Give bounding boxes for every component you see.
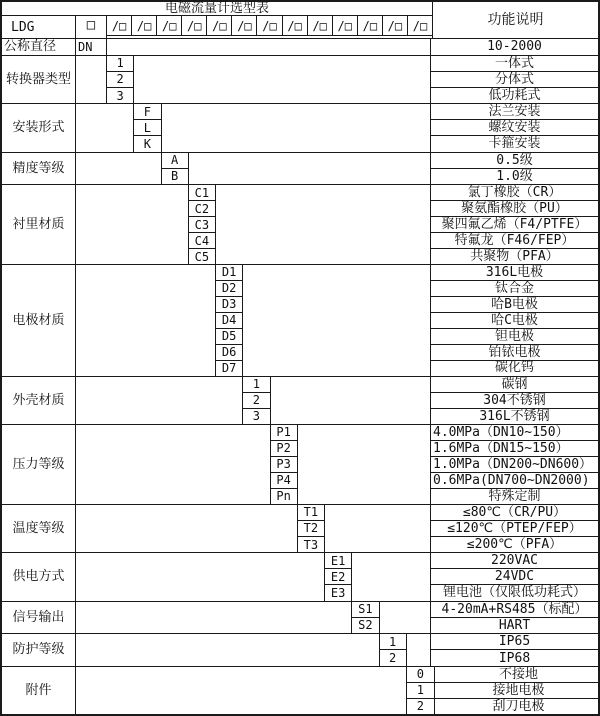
code-cell: D4 <box>216 313 242 329</box>
empty-cell <box>76 425 271 504</box>
empty-cell <box>189 153 430 185</box>
section-label: 衬里材质 <box>2 185 76 264</box>
description-column <box>430 425 598 504</box>
empty-cell <box>76 634 380 666</box>
code-cell: 1 <box>407 683 434 699</box>
empty-cell <box>76 505 298 552</box>
function-column-header: 功能说明 <box>487 12 544 28</box>
model-code-row <box>2 16 432 38</box>
description-cell: 低功耗式 <box>488 88 541 104</box>
code-cell: D2 <box>216 281 242 297</box>
empty-cell <box>76 553 325 600</box>
section-label: 温度等级 <box>2 505 76 552</box>
section-label: 安装形式 <box>2 104 76 151</box>
code-cell: DN <box>78 39 93 54</box>
table-section <box>2 185 598 265</box>
code-cell: P3 <box>271 457 297 473</box>
code-cell: 3 <box>252 409 260 424</box>
code-cell: E2 <box>325 569 351 585</box>
section-label: 转换器类型 <box>2 56 76 103</box>
code-column <box>271 425 298 504</box>
code-cell: C4 <box>189 233 215 249</box>
section-label: 供电方式 <box>2 553 76 600</box>
description-column <box>430 39 598 55</box>
code-cell: D6 <box>216 345 242 361</box>
section-label: 压力等级 <box>2 425 76 504</box>
code-column <box>325 553 352 600</box>
code-cell: B <box>171 169 179 184</box>
code-cell: S1 <box>352 602 378 618</box>
model-code-slot: /□ <box>383 16 408 36</box>
description-column <box>430 185 598 264</box>
model-code-slot: /□ <box>232 16 257 36</box>
description-cell: 316L不锈钢 <box>479 408 550 424</box>
code-cell: T1 <box>298 505 324 521</box>
code-cell: 2 <box>416 699 424 714</box>
code-cell: K <box>143 136 151 151</box>
empty-cell <box>216 185 430 264</box>
code-cell: 1 <box>107 56 133 72</box>
header-left <box>2 2 433 38</box>
code-cell: D1 <box>216 265 242 281</box>
description-cell: 碳化钨 <box>494 360 534 376</box>
description-cell: 铂铱电极 <box>431 345 598 361</box>
code-column <box>134 104 161 151</box>
code-cell: P1 <box>271 425 297 441</box>
description-cell: 4-20mA+RS485（标配） <box>431 602 598 618</box>
description-column <box>434 667 600 714</box>
code-cell: T2 <box>298 521 324 537</box>
description-column <box>430 634 598 666</box>
description-cell: 不接地 <box>435 667 600 683</box>
code-cell: L <box>134 120 160 136</box>
description-cell: IP68 <box>498 650 531 666</box>
code-column <box>107 56 134 103</box>
code-cell: 3 <box>116 88 124 103</box>
empty-cell <box>76 56 107 103</box>
empty-cell <box>271 377 431 424</box>
empty-cell <box>76 667 407 714</box>
description-cell: 聚氨酯橡胶（PU） <box>431 201 598 217</box>
description-cell: 法兰安装 <box>431 104 598 120</box>
code-cell: C2 <box>189 201 215 217</box>
table-section <box>2 667 598 714</box>
code-cell: S2 <box>358 618 373 633</box>
code-cell: F <box>134 104 160 120</box>
description-cell: 刮刀电极 <box>492 698 545 714</box>
empty-cell <box>352 553 430 600</box>
description-cell: 共聚物（PFA） <box>470 249 559 264</box>
code-cell: T3 <box>303 537 319 552</box>
description-cell: HART <box>498 617 531 633</box>
description-cell: 304不锈钢 <box>431 393 598 409</box>
description-cell: 0.5级 <box>431 153 598 169</box>
description-column <box>430 265 598 376</box>
empty-cell <box>76 602 352 634</box>
model-code-slot: /□ <box>132 16 157 36</box>
model-code-slots <box>107 16 432 36</box>
description-cell: 特殊定制 <box>488 488 541 504</box>
description-cell: 钛合金 <box>431 281 598 297</box>
model-code-slot: /□ <box>257 16 282 36</box>
table-header-area <box>2 2 598 39</box>
description-cell: 1.0MPa（DN200~DN600） <box>431 457 598 473</box>
description-cell: ≤120℃（PTEP/FEP） <box>431 521 598 537</box>
description-cell: 10-2000 <box>487 39 542 55</box>
model-code-slot: /□ <box>107 16 132 36</box>
code-cell: P4 <box>271 473 297 489</box>
empty-cell <box>76 104 134 151</box>
model-code-slot: /□ <box>207 16 232 36</box>
description-cell: ≤80℃（CR/PU） <box>431 505 598 521</box>
empty-cell <box>76 265 216 376</box>
code-column <box>162 153 189 185</box>
section-label: 外壳材质 <box>2 377 76 424</box>
table-section <box>2 265 598 377</box>
code-cell: E3 <box>330 585 346 600</box>
description-cell: 24VDC <box>431 569 598 585</box>
code-column <box>298 505 325 552</box>
description-cell: 哈B电极 <box>431 297 598 313</box>
table-section <box>2 634 598 667</box>
table-section <box>2 104 598 152</box>
section-label: 信号输出 <box>2 602 76 634</box>
description-cell: 碳钢 <box>431 377 598 393</box>
model-code-slot: /□ <box>408 16 432 36</box>
description-cell: 氯丁橡胶（CR） <box>431 185 598 201</box>
section-label: 精度等级 <box>2 153 76 185</box>
code-cell: Pn <box>276 489 291 504</box>
table-body <box>2 39 598 714</box>
code-cell: 2 <box>243 393 269 409</box>
code-column <box>380 634 407 666</box>
description-cell: 1.0级 <box>496 168 533 184</box>
code-cell: C1 <box>189 185 215 201</box>
model-prefix: LDG <box>2 16 76 38</box>
code-cell: D5 <box>216 329 242 345</box>
description-cell: 接地电极 <box>435 683 600 699</box>
empty-cell <box>76 185 189 264</box>
section-label: 公称直径 <box>2 39 76 55</box>
empty-cell <box>134 56 430 103</box>
table-section <box>2 425 598 505</box>
description-cell: 分体式 <box>431 72 598 88</box>
model-code-slot: /□ <box>283 16 308 36</box>
empty-cell <box>407 634 430 666</box>
empty-cell <box>325 505 430 552</box>
code-cell: 0 <box>407 667 434 683</box>
description-cell: ≤200℃（PFA） <box>466 537 563 553</box>
description-cell: 哈C电极 <box>431 313 598 329</box>
code-cell: C3 <box>189 217 215 233</box>
table-section <box>2 153 598 186</box>
code-column <box>352 602 379 634</box>
description-cell: 1.6MPa（DN15~150） <box>431 441 598 457</box>
table-section <box>2 505 598 553</box>
table-section <box>2 602 598 635</box>
empty-cell <box>76 377 243 424</box>
description-column <box>430 553 598 600</box>
description-column <box>430 377 598 424</box>
page-title: 电磁流量计选型表 <box>2 2 432 16</box>
description-cell: IP65 <box>431 634 598 650</box>
description-cell: 4.0MPa（DN10~150） <box>431 425 598 441</box>
description-column <box>430 56 598 103</box>
code-cell: C5 <box>194 249 210 264</box>
description-cell: 特氟龙（F46/FEP） <box>431 233 598 249</box>
model-code-slot: /□ <box>358 16 383 36</box>
empty-cell <box>243 265 430 376</box>
description-cell: 220VAC <box>431 553 598 569</box>
code-column <box>76 39 107 55</box>
section-label: 电极材质 <box>2 265 76 376</box>
description-cell: 螺纹安装 <box>431 120 598 136</box>
empty-cell <box>298 425 430 504</box>
table-section <box>2 377 598 425</box>
description-cell: 锂电池（仅限低功耗式） <box>442 585 586 601</box>
code-cell: E1 <box>325 553 351 569</box>
empty-cell <box>76 153 162 185</box>
description-column <box>430 602 598 634</box>
description-cell: 0.6MPa(DN700~DN2000) <box>431 473 598 489</box>
empty-cell <box>107 39 430 55</box>
description-column <box>430 104 598 151</box>
code-cell: A <box>162 153 188 169</box>
code-cell: D7 <box>221 360 237 375</box>
code-column <box>243 377 270 424</box>
description-cell: 钽电极 <box>431 329 598 345</box>
description-cell: 聚四氟乙烯（F4/PTFE） <box>431 217 598 233</box>
code-column <box>216 265 243 376</box>
model-code-slot: /□ <box>182 16 207 36</box>
code-cell: 1 <box>243 377 269 393</box>
table-section <box>2 553 598 601</box>
table-section <box>2 39 598 56</box>
model-code-slot: /□ <box>333 16 358 36</box>
empty-cell <box>162 104 431 151</box>
code-column <box>407 667 434 714</box>
description-cell: 卡箍安装 <box>488 136 541 152</box>
empty-cell <box>380 602 431 634</box>
code-cell: P2 <box>271 441 297 457</box>
model-base-box: □ <box>76 16 107 38</box>
code-column <box>189 185 216 264</box>
description-cell: 316L电极 <box>431 265 598 281</box>
description-column <box>430 153 598 185</box>
code-cell: 1 <box>380 634 406 650</box>
section-label: 附件 <box>2 667 76 714</box>
model-code-slot: /□ <box>308 16 333 36</box>
section-label: 防护等级 <box>2 634 76 666</box>
code-cell: 2 <box>107 72 133 88</box>
table-section <box>2 56 598 104</box>
code-cell: 2 <box>389 651 397 666</box>
description-column <box>430 505 598 552</box>
model-code-slot: /□ <box>157 16 182 36</box>
code-cell: D3 <box>216 297 242 313</box>
description-cell: 一体式 <box>431 56 598 72</box>
